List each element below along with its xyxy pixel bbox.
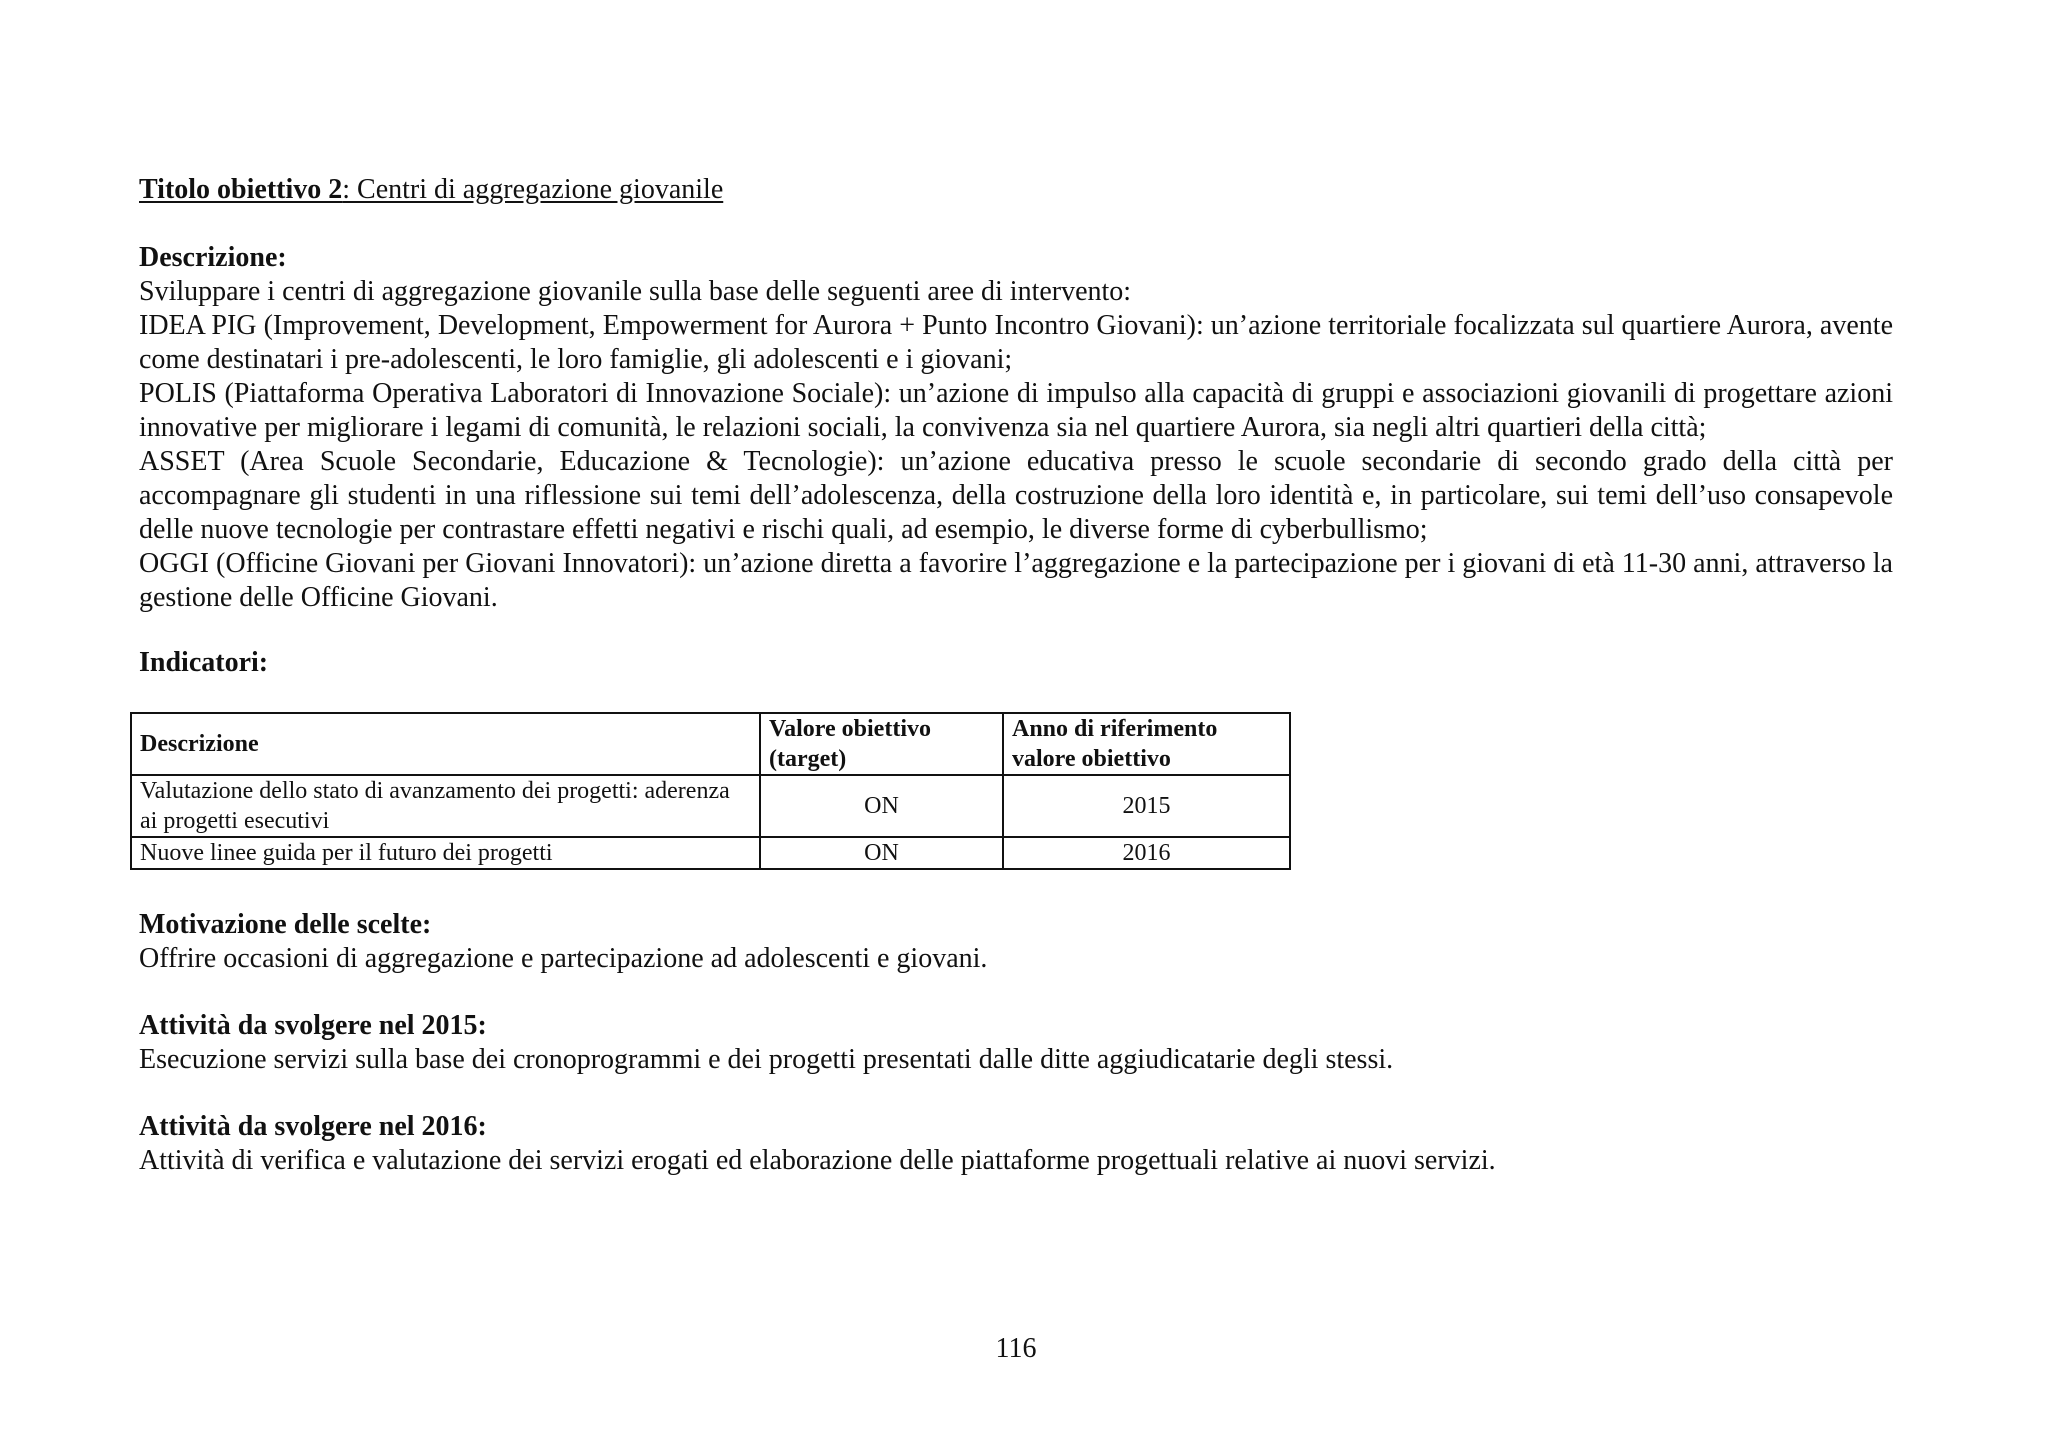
activities-2016-heading: Attività da svolgere nel 2016: bbox=[139, 1111, 487, 1142]
column-header-descrizione: Descrizione bbox=[131, 713, 760, 775]
indicators-section bbox=[139, 646, 1893, 680]
description-item-asset: ASSET (Area Scuole Secondarie, Educazione & Tecnologie): un’azione educativa presso le scuole secondarie di secondo grado della città per accompagnare gli studenti in una riflessione sui temi dell’adolescenza, della costruzione della loro identità e, in particolare, sui temi dell’uso consapevole delle nuove tecnologie per contrastare effetti negativi e rischi quali, ad esempio, le diverse forme di cyberbullismo; bbox=[139, 446, 1893, 545]
activities-2015-heading: Attività da svolgere nel 2015: bbox=[139, 1010, 487, 1041]
indicators-heading: Indicatori: bbox=[139, 647, 269, 678]
page-number: 116 bbox=[995, 1333, 1037, 1364]
cell-descrizione: Valutazione dello stato di avanzamento dei progetti: aderenza ai progetti esecutivi bbox=[131, 775, 760, 837]
column-header-valore-obiettivo: Valore obiettivo (target) bbox=[760, 713, 1003, 775]
description-item-idea-pig: IDEA PIG (Improvement, Development, Empowerment for Aurora + Punto Incontro Giovani): un’azione territoriale focalizzata sul quartiere Aurora, avente come destinatari i pre-adolescenti, le loro famiglie, gli adolescenti e i giovani; bbox=[139, 310, 1893, 375]
cell-anno: 2015 bbox=[1003, 775, 1290, 837]
activities-2016-section bbox=[139, 1110, 1893, 1178]
cell-valore: ON bbox=[760, 837, 1003, 869]
description-item-oggi: OGGI (Officine Giovani per Giovani Innovatori): un’azione diretta a favorire l’aggregazione e la partecipazione per i giovani di età 11-30 anni, attraverso la gestione delle Officine Giovani. bbox=[139, 548, 1893, 613]
indicators-table bbox=[130, 712, 1291, 870]
cell-valore: ON bbox=[760, 775, 1003, 837]
activities-2016-text: Attività di verifica e valutazione dei servizi erogati ed elaborazione delle piattaforme progettuali relative ai nuovi servizi. bbox=[139, 1145, 1496, 1176]
objective-name: : Centri di aggregazione giovanile bbox=[342, 174, 724, 205]
table-header-row bbox=[131, 713, 1290, 775]
table-row bbox=[131, 837, 1290, 869]
objective-title bbox=[139, 173, 723, 207]
activities-2015-section bbox=[139, 1009, 1893, 1077]
cell-anno: 2016 bbox=[1003, 837, 1290, 869]
cell-descrizione: Nuove linee guida per il futuro dei progetti bbox=[131, 837, 760, 869]
column-header-anno-riferimento: Anno di riferimento valore obiettivo bbox=[1003, 713, 1290, 775]
description-intro: Sviluppare i centri di aggregazione giovanile sulla base delle seguenti aree di intervento: bbox=[139, 276, 1132, 307]
table-row bbox=[131, 775, 1290, 837]
description-heading: Descrizione: bbox=[139, 242, 287, 273]
motivation-heading: Motivazione delle scelte: bbox=[139, 909, 432, 940]
description-item-polis: POLIS (Piattaforma Operativa Laboratori di Innovazione Sociale): un’azione di impulso alla capacità di gruppi e associazioni giovanili di progettare azioni innovative per migliorare i legami di comunità, le relazioni sociali, la convivenza sia nel quartiere Aurora, sia negli altri quartieri della città; bbox=[139, 378, 1893, 443]
document-page bbox=[139, 0, 1893, 1447]
description-section bbox=[139, 241, 1893, 615]
activities-2015-text: Esecuzione servizi sulla base dei cronoprogrammi e dei progetti presentati dalle ditte aggiudicatarie degli stessi. bbox=[139, 1044, 1394, 1075]
objective-label: Titolo obiettivo 2 bbox=[139, 174, 343, 205]
motivation-text: Offrire occasioni di aggregazione e partecipazione ad adolescenti e giovani. bbox=[139, 943, 988, 974]
motivation-section bbox=[139, 908, 1893, 976]
